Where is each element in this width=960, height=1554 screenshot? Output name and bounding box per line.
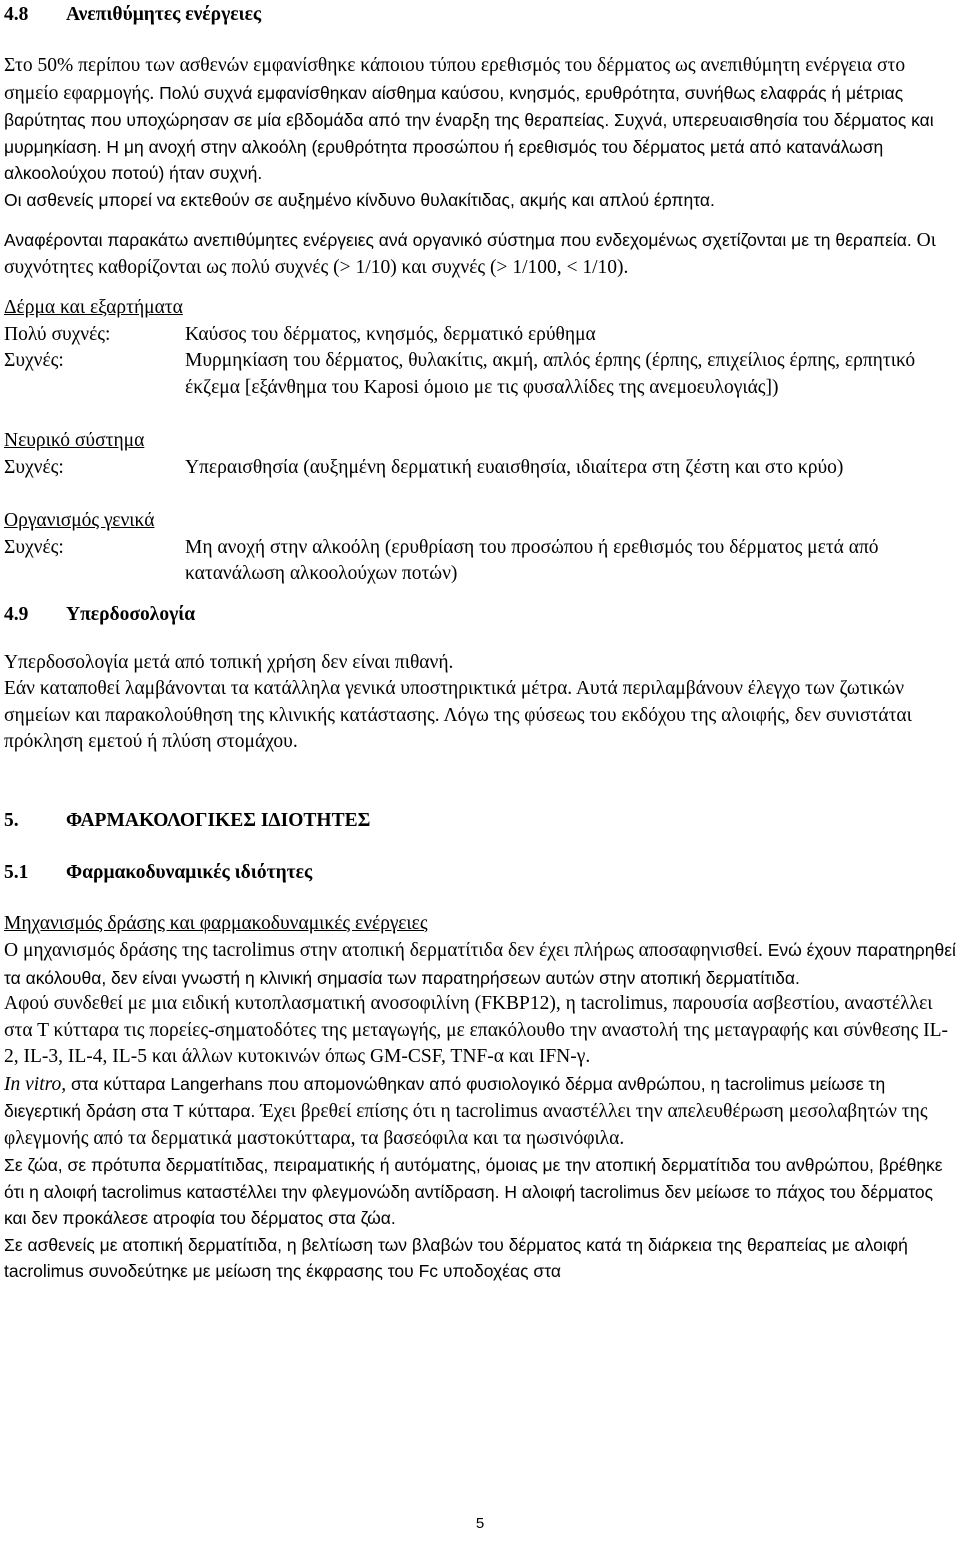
section-5-1-heading bbox=[4, 860, 956, 886]
text-sans: Ενώ έχουν παρατηρηθεί τα ακόλουθα, δεν είναι γνωστή η κλινική σημασία των παρατηρήσεων αυτών στην ατοπική δερματίτιδα. bbox=[4, 940, 956, 988]
frequency-label: Συχνές: bbox=[4, 350, 64, 371]
paragraph-overdose-2: Εάν καταποθεί λαμβάνονται τα κατάλληλα γενικά υποστηρικτικά μέτρα. Αυτά περιλαμβάνουν έλεγχο των ζωτικών σημείων και παρακολούθηση της κλινικής κατάστασης. Λόγω της φύσεως του εκδόχου της αλοιφής, δεν συνιστάται πρόκληση εμετού ή πλύση στομάχου. bbox=[4, 678, 912, 752]
section-5-heading bbox=[4, 808, 956, 834]
page-number: 5 bbox=[475, 1515, 485, 1532]
section-number: 5. bbox=[4, 809, 19, 831]
paragraph-mechanism-2: Αφού συνδεθεί με μια ειδική κυτοπλασματική ανοσοφιλίνη (FKBP12), η tacrolimus, παρουσία ασβεστίου, αναστέλλει στα Τ κύτταρα τις πορείες-σηματοδότες της μεταγωγής, με επακόλουθο την αναστολή της μεταγραφής και σύνθεσης IL-2, IL-3, IL-4, IL-5 και άλλων κυτοκινών όπως GM-CSF, TNF-α και IFN-γ. bbox=[4, 993, 948, 1067]
paragraph-organ-system-intro bbox=[4, 227, 956, 281]
group-heading: Οργανισμός γενικά bbox=[4, 510, 155, 531]
section-title: Ανεπιθύμητες ενέργειες bbox=[66, 4, 262, 25]
section-number: 5.1 bbox=[4, 861, 29, 883]
section-title: Φαρμακοδυναμικές ιδιότητες bbox=[66, 861, 313, 883]
section-title: Υπερδοσολογία bbox=[66, 603, 196, 625]
document-page bbox=[4, 0, 956, 1285]
paragraph-animal-studies: Σε ζώα, σε πρότυπα δερματίτιδας, πειραματικής ή αυτόματης, όμοιας με την ατοπική δερματίτιδα του ανθρώπου, βρέθηκε ότι η αλοιφή tacrolimus καταστέλλει την φλεγμονώδη αντίδραση. Η αλοιφή tacrolimus δεν μείωσε το πάχος του δέρματος και δεν προκάλεσε ατροφία του δέρματος στα ζώα. bbox=[4, 1155, 943, 1228]
frequency-value: Καύσος του δέρματος, κνησμός, δερματικό ερύθημα bbox=[185, 323, 596, 345]
section-4-9-heading bbox=[4, 602, 956, 628]
paragraph-infection-risk: Οι ασθενείς μπορεί να εκτεθούν σε αυξημένο κίνδυνο θυλακίτιδας, ακμής και απλού έρπητα. bbox=[4, 189, 715, 210]
adverse-group-general bbox=[4, 508, 956, 588]
frequency-value: Μη ανοχή στην αλκοόλη (ερυθρίαση του προσώπου ή ερεθισμός του δέρματος μετά από κατανάλωση αλκοολούχων ποτών) bbox=[185, 536, 879, 584]
adverse-group-nervous bbox=[4, 428, 956, 481]
section-number: 4.8 bbox=[4, 4, 29, 25]
group-heading: Δέρμα και εξαρτήματα bbox=[4, 297, 183, 318]
section-title: ΦΑΡΜΑΚΟΛΟΓΙΚΕΣ ΙΔΙΟΤΗΤΕΣ bbox=[66, 809, 371, 831]
text-serif: Ο μηχανισμός δράσης της tacrolimus στην ατοπική δερματίτιδα δεν έχει πλήρως αποσαφηνισθεί. bbox=[4, 940, 763, 961]
section-number: 4.9 bbox=[4, 603, 29, 625]
frequency-row bbox=[4, 455, 956, 482]
frequency-row bbox=[4, 535, 956, 588]
paragraph-adverse-intro bbox=[4, 53, 956, 187]
frequency-label: Συχνές: bbox=[4, 536, 64, 558]
paragraph-overdose-1: Υπερδοσολογία μετά από τοπική χρήση δεν είναι πιθανή. bbox=[4, 651, 454, 673]
text-italic: In vitro, bbox=[4, 1073, 67, 1095]
frequency-label: Συχνές: bbox=[4, 456, 64, 478]
text-sans: Αναφέρονται παρακάτω ανεπιθύμητες ενέργειες ανά οργανικό σύστημα που ενδεχομένως σχετίζονται με τη θεραπεία. bbox=[4, 230, 912, 250]
paragraph-mechanism-1 bbox=[4, 937, 956, 991]
frequency-value: Υπεραισθησία (αυξημένη δερματική ευαισθησία, ιδιαίτερα στη ζέστη και στο κρύο) bbox=[185, 456, 844, 478]
text-sans: στα κύτταρα Langerhans που απομονώθηκαν από φυσιολογικό δέρμα ανθρώπου, η tacrolimus μείωσε τη διεγερτική δράση στα Τ κύτταρα. bbox=[4, 1073, 886, 1121]
frequency-row bbox=[4, 348, 956, 401]
frequency-value: Μυρμηκίαση του δέρματος, θυλακίτις, ακμή, απλός έρπης (έρπης, επιχείλιος έρπης, ερπητικό έκζεμα [εξάνθημα του Kaposi όμοιο με τις φυσαλλίδες της ανεμοευλογιάς]) bbox=[185, 350, 916, 398]
group-heading: Νευρικό σύστημα bbox=[4, 430, 145, 451]
text-sans: Πολύ συχνά εμφανίσθηκαν αίσθημα καύσου, κνησμός, ερυθρότητα, συνήθως ελαφράς ή μέτριας βαρύτητας που υποχώρησαν σε μία εβδομάδα από την έναρξη της θεραπείας. Συχνά, υπερευαισθησία του δέρματος και μυρμηκίαση. Η μη ανοχή στην αλκοόλη (ερυθρότητα προσώπου ή ερεθισμός του δέρματος μετά από κατανάλωση αλκοολούχου ποτού) ήταν συχνή. bbox=[4, 82, 934, 183]
text-serif: Οι συχνότητες καθορίζονται ως πολύ συχνές (> 1/10) και συχνές (> 1/100, < 1/10). bbox=[4, 230, 936, 278]
adverse-group-skin bbox=[4, 295, 956, 401]
paragraph-in-vitro bbox=[4, 1071, 956, 1153]
frequency-label: Πολύ συχνές: bbox=[4, 323, 111, 345]
section-4-8-heading bbox=[4, 2, 956, 28]
subheading-mechanism: Μηχανισμός δράσης και φαρμακοδυναμικές ενέργειες bbox=[4, 912, 428, 934]
text-serif: Έχει βρεθεί επίσης ότι η tacrolimus αναστέλλει την απελευθέρωση μεσολαβητών της φλεγμονής από τα δερματικά μαστοκύτταρα, τα βασεόφιλα και τα ηωσινόφιλα. bbox=[4, 1101, 928, 1149]
paragraph-patients: Σε ασθενείς με ατοπική δερματίτιδα, η βελτίωση των βλαβών του δέρματος κατά τη διάρκεια της θεραπείας με αλοιφή tacrolimus συνοδεύτηκε με μείωση της έκφρασης του Fc υποδοχέας στα bbox=[4, 1234, 908, 1281]
frequency-row bbox=[4, 322, 956, 349]
text-serif: Στο 50% περίπου των ασθενών εμφανίσθηκε κάποιου τύπου ερεθισμός του δέρματος ως ανεπιθύμητη ενέργεια στο σημείο εφαρμογής. bbox=[4, 55, 906, 104]
